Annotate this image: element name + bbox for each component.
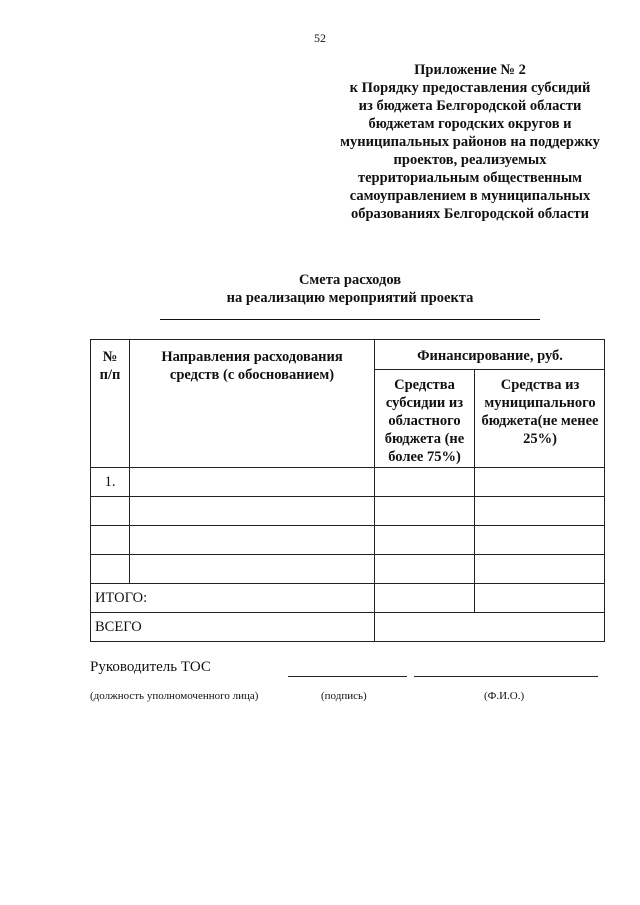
col-header-financing: Финансирование, руб.: [417, 348, 563, 364]
appendix-line: бюджетам городских округов и: [368, 116, 572, 132]
col-header-regional-subsidy: Средства субсидии из областного бюджета (не более 75%): [384, 377, 465, 465]
col-header-number: № п/п: [99, 349, 121, 383]
caption-position: (должность уполномоченного лица): [90, 690, 259, 702]
row-1-number: 1.: [104, 474, 116, 490]
document-title: [150, 271, 550, 307]
title-line-2: на реализацию мероприятий проекта: [226, 290, 474, 306]
appendix-line: муниципальных районов на поддержку: [340, 134, 600, 150]
name-blank[interactable]: [414, 676, 598, 677]
appendix-line: образованиях Белгородской области: [350, 206, 590, 222]
head-label: Руководитель ТОС: [90, 659, 211, 675]
table-line-row1: [90, 496, 605, 497]
appendix-header: [330, 61, 610, 223]
project-name-blank[interactable]: [160, 319, 540, 320]
appendix-line: самоуправлением в муниципальных: [349, 188, 591, 204]
total-label: ИТОГО:: [95, 590, 148, 606]
appendix-line: проектов, реализуемых: [393, 152, 547, 168]
table-line-row3: [90, 554, 605, 555]
appendix-line: из бюджета Белгородской области: [358, 98, 582, 114]
table-border-top: [90, 339, 605, 340]
table-line-row4: [90, 583, 605, 584]
grand-total-label: ВСЕГО: [95, 619, 142, 635]
caption-signature: (подпись): [321, 690, 367, 702]
caption-full-name: (Ф.И.О.): [484, 690, 525, 702]
table-line-row2: [90, 525, 605, 526]
table-border-bottom: [90, 641, 605, 642]
signature-blank[interactable]: [288, 676, 407, 677]
appendix-line: территориальным общественным: [357, 170, 583, 186]
table-line-total: [90, 612, 605, 613]
table-line-fin-sub: [374, 369, 605, 370]
page-number: 52: [314, 31, 326, 45]
appendix-line: к Порядку предоставления субсидий: [349, 80, 591, 96]
title-line-1: Смета расходов: [298, 272, 402, 288]
table-line-header-bottom: [90, 467, 605, 468]
appendix-line: Приложение № 2: [414, 62, 526, 78]
col-header-municipal-budget: Средства из муниципального бюджета(не менее 25%): [481, 377, 599, 447]
col-header-direction: Направления расходования средств (с обоснованием): [161, 349, 343, 383]
